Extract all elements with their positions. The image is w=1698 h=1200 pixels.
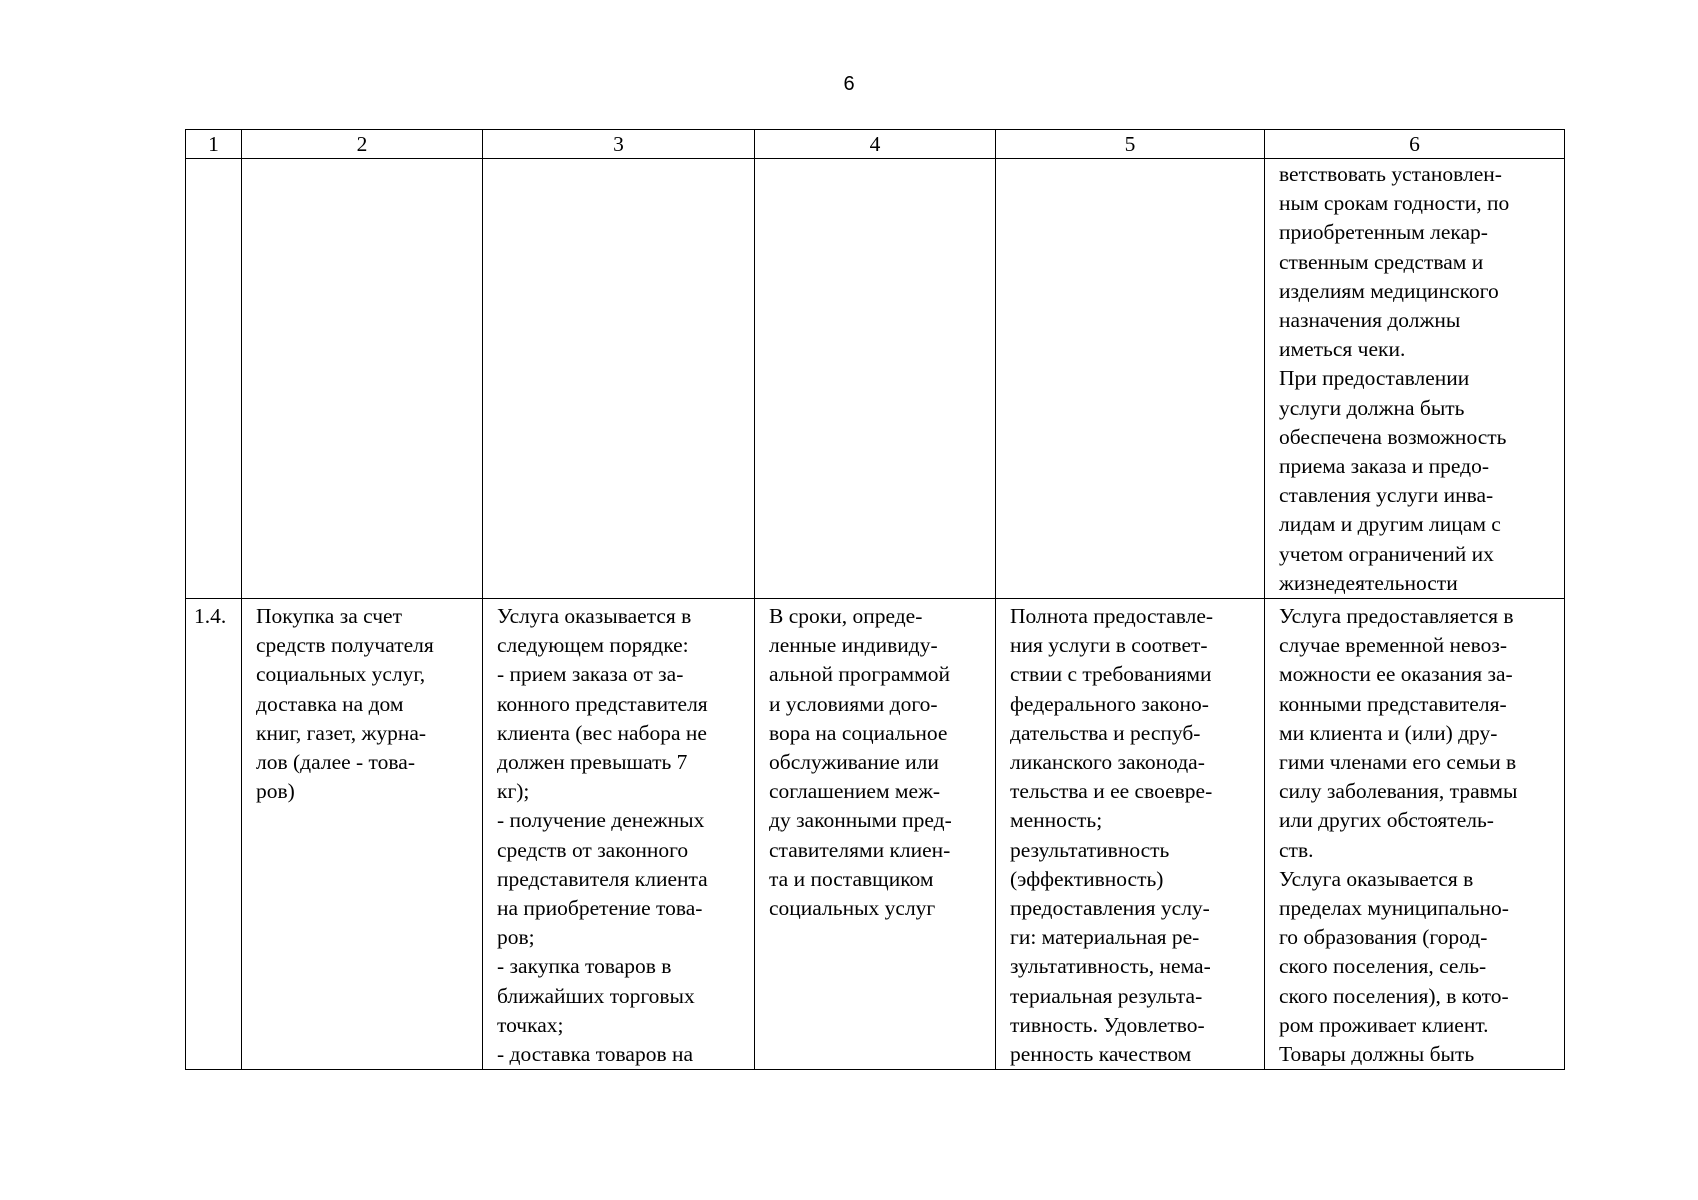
services-table: [185, 129, 1565, 1070]
service-number-cell: [186, 599, 242, 1070]
table-row-continuation: [186, 159, 1565, 599]
table-cell: [186, 159, 242, 599]
service-terms-cell: [755, 599, 996, 1070]
column-number-6: 6: [1265, 130, 1565, 159]
service-name-cell: [242, 599, 483, 1070]
table-cell: [996, 159, 1265, 599]
cell-text: [186, 159, 241, 160]
cell-text: [242, 159, 482, 160]
cell-text: [996, 159, 1264, 160]
table-cell: [483, 159, 755, 599]
column-number-4: 4: [755, 130, 996, 159]
table-row-service-1-4: [186, 599, 1565, 1070]
column-number-5: 5: [996, 130, 1265, 159]
table-cell: [242, 159, 483, 599]
cell-text: ветствовать установлен- ным срокам годности, по приобретенным лекар- ственным средствам и изделиям медицинского назначения должны иметься чеки. При предоставлении услуги должна быть обеспечена возможность приема заказа и предо- ставления услуги инва- лидам и другим лицам с учетом ограничений их жизнедеятельности: [1279, 162, 1510, 595]
service-quality-cell: [996, 599, 1265, 1070]
cell-text: [755, 159, 995, 160]
service-name: Покупка за счет средств получателя социальных услуг, доставка на дом книг, газет, журна- лов (далее - това- ров): [256, 604, 434, 804]
service-terms: В сроки, опреде- ленные индивиду- альной программой и условиями дого- вора на социальное обслуживание или соглашением меж- ду законными пред- ставителями клиен- та и поставщиком социальных услуг: [769, 604, 952, 921]
service-procedure: Услуга оказывается в следующем порядке: - прием заказа от за- конного представителя клиента (вес набора не должен превышать 7 кг); - получение денежных средств от законного представителя клиента на приобретение това- ров; - закупка товаров в ближайших торговых точках; - доставка товаров на: [497, 604, 708, 1067]
column-number-1: 1: [186, 130, 242, 159]
column-number-3: 3: [483, 130, 755, 159]
service-quality: Полнота предоставле- ния услуги в соответ- ствии с требованиями федерального законо- дательства и респуб- ликанского законода- тельства и ее своевре- менность; результативность (эффективность) предоставления услу- ги: материальная ре- зультативность, нема- териальная результа- тивность. Удовлетво- ренность качеством: [1010, 604, 1214, 1067]
table-cell: [755, 159, 996, 599]
table-header-row: [186, 130, 1565, 159]
column-number-2: 2: [242, 130, 483, 159]
table-cell-requirements: [1265, 159, 1565, 599]
service-conditions: Услуга предоставляется в случае временной невоз- можности ее оказания за- конными представителя- ми клиента и (или) дру- гими членами его семьи в силу заболевания, травмы или других обстоятель- ств. Услуга оказывается в пределах муниципально- го образования (город- ского поселения, сель- ского поселения), в кото- ром проживает клиент. Товары должны быть: [1279, 604, 1518, 1067]
service-number: 1.4.: [194, 604, 227, 629]
service-procedure-cell: [483, 599, 755, 1070]
page-number: 6: [843, 73, 855, 95]
cell-text: [483, 159, 754, 160]
service-conditions-cell: [1265, 599, 1565, 1070]
